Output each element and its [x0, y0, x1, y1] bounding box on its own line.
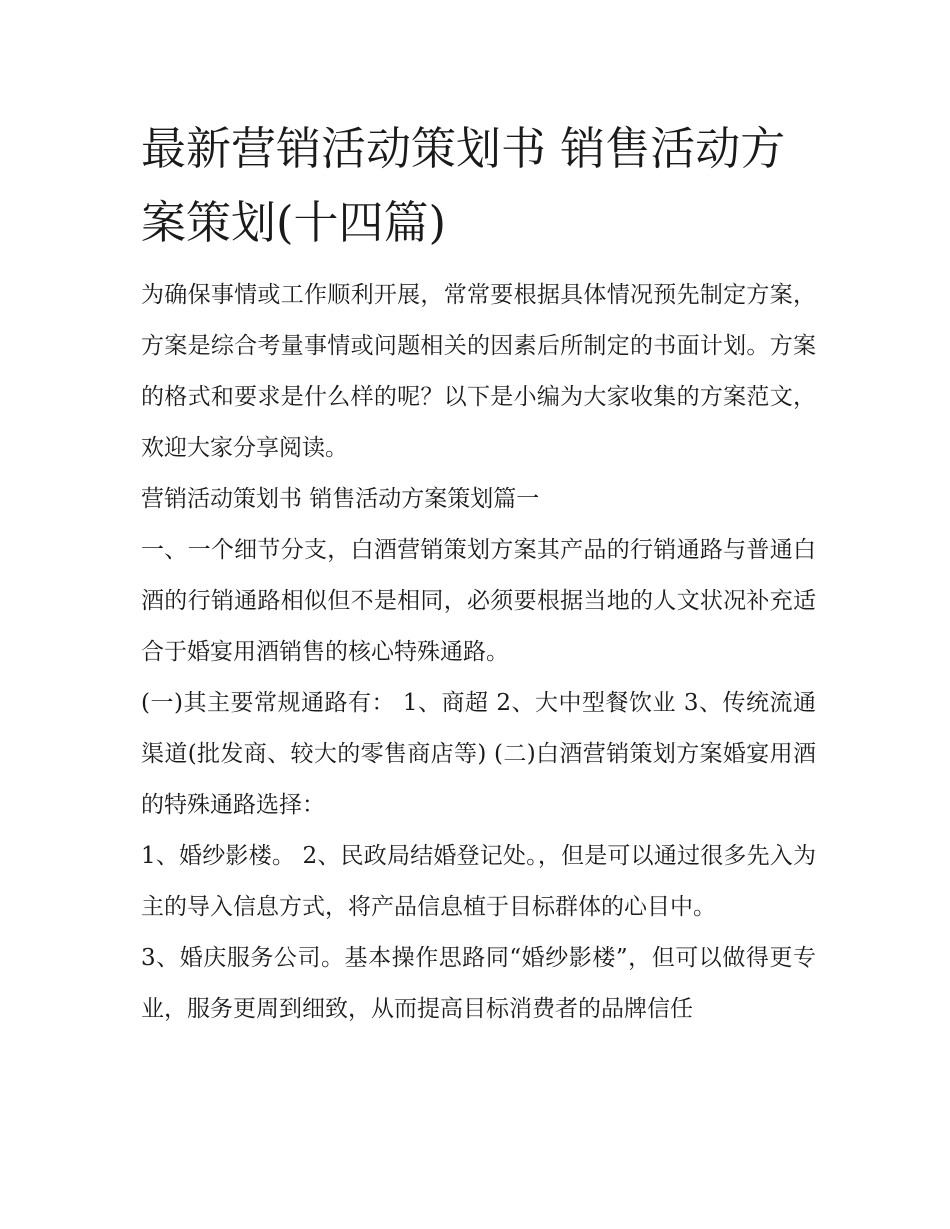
intro-paragraph: 为确保事情或工作顺利开展，常常要根据具体情况预先制定方案，方案是综合考量事情或问题相关的因素后所制定的书面计划。方案的格式和要求是什么样的呢？以下是小编为大家收集的方案范文，欢迎大家分享阅读。: [141, 282, 816, 461]
body-paragraph: (一)其主要常规通路有： 1、商超 2、大中型餐饮业 3、传统流通渠道(批发商、较大的零售商店等) (二)白酒营销策划方案婚宴用酒的特殊通路选择：: [141, 690, 816, 818]
body-paragraph: 3、婚庆服务公司。基本操作思路同“婚纱影楼”，但可以做得更专业，服务更周到细致，从而提高目标消费者的品牌信任: [141, 945, 816, 1022]
document-page: [141, 112, 816, 1035]
document-title: 最新营销活动策划书 销售活动方案策划(十四篇): [141, 122, 786, 249]
body-paragraph: 一、一个细节分支，白酒营销策划方案其产品的行销通路与普通白酒的行销通路相似但不是相同，必须要根据当地的人文状况补充适合于婚宴用酒销售的核心特殊通路。: [141, 537, 816, 665]
section-heading: 营销活动策划书 销售活动方案策划篇一: [141, 486, 540, 512]
body-paragraph: 1、婚纱影楼。 2、民政局结婚登记处。，但是可以通过很多先入为主的导入信息方式，将产品信息植于目标群体的心目中。: [141, 843, 816, 920]
